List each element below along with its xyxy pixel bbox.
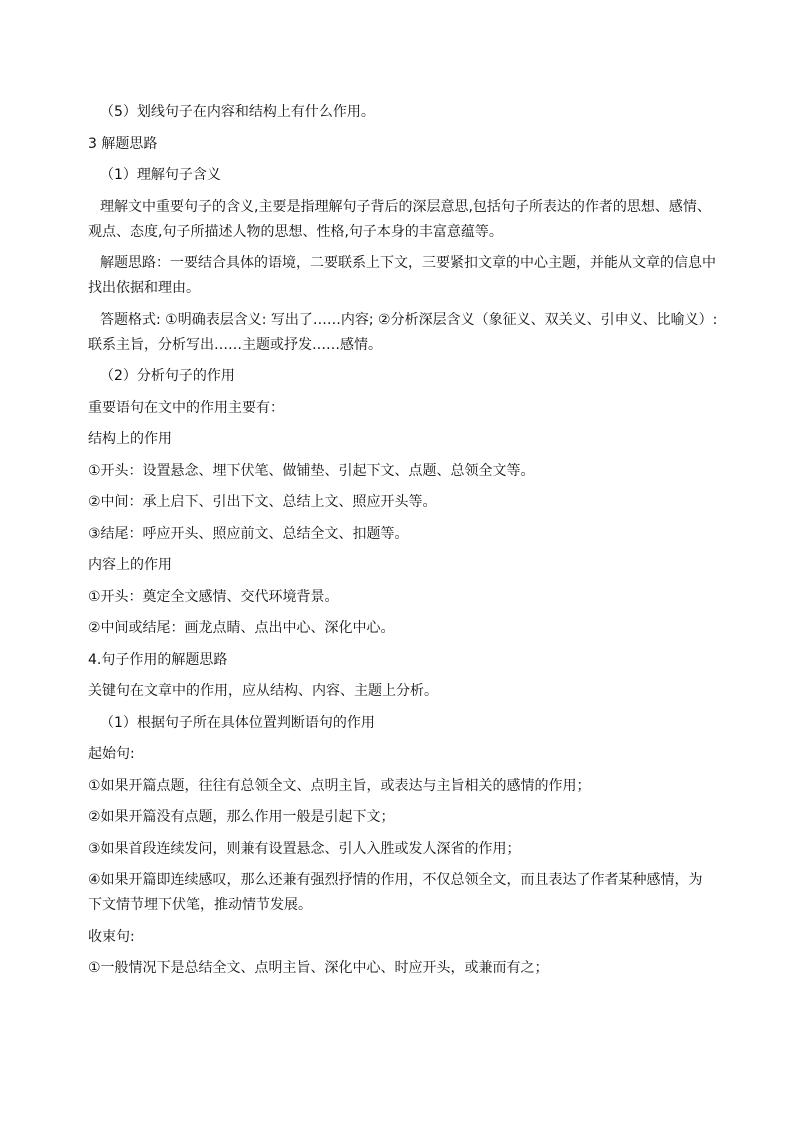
list-item: ①如果开篇点题，往往有总领全文、点明主旨，或表达与主旨相关的感情的作用； — [88, 777, 591, 794]
list-item: ③如果首段连续发问，则兼有设置悬念、引人入胜或发人深省的作用； — [88, 840, 521, 857]
category-heading: 内容上的作用 — [88, 557, 172, 573]
text-line: （5）划线句子在内容和结构上有什么作用。 — [100, 104, 375, 120]
category-heading: 收束句: — [88, 928, 135, 945]
paragraph-line: 解题思路：一要结合具体的语境，二要联系上下文，三要紧扣文章的中心主题，并能从文章的信息中 — [100, 255, 716, 271]
paragraph-line: 答题格式: ①明确表层含义: 写出了……内容; ②分析深层含义（象征义、双关义、引申义、比喻义）: — [100, 311, 718, 328]
list-item: ②中间或结尾：画龙点睛、点出中心、深化中心。 — [88, 620, 395, 636]
paragraph-line: 观点、态度,句子所描述人物的思想、性格,句子本身的丰富意蕴等。 — [88, 223, 503, 240]
paragraph-line: 关键句在文章中的作用，应从结构、内容、主题上分析。 — [88, 683, 438, 699]
list-item: ①开头：设置悬念、埋下伏笔、做铺垫、引起下文、点题、总领全文等。 — [88, 462, 535, 479]
subsection-heading: （1）根据句子所在具体位置判断语句的作用 — [100, 714, 375, 731]
paragraph-line: 重要语句在文中的作用主要有： — [88, 399, 284, 416]
category-heading: 结构上的作用 — [88, 431, 172, 447]
subsection-heading: （1）理解句子含义 — [100, 167, 221, 183]
list-item: ④如果开篇即连续感叹，那么还兼有强烈抒情的作用，不仅总领全文，而且表达了作者某种感情，为 — [88, 872, 703, 888]
paragraph-line: 找出依据和理由。 — [88, 280, 200, 296]
document-body — [88, 98, 748, 986]
paragraph-line: 联系主旨，分析写出……主题或抒发……感情。 — [88, 336, 382, 353]
paragraph-line: 理解文中重要句子的含义,主要是指理解句子背后的深层意思,包括句子所表达的作者的思想、感情、 — [100, 198, 711, 215]
list-item: ③结尾：呼应开头、照应前文、总结全文、扣题等。 — [88, 525, 409, 542]
list-item: ①一般情况下是总结全文、点明主旨、深化中心、时应开头，或兼而有之； — [88, 960, 549, 976]
list-item: ①开头：奠定全文感情、交代环境背景。 — [88, 588, 339, 605]
section-heading: 3 解题思路 — [88, 135, 158, 152]
list-item: ②如果开篇没有点题，那么作用一般是引起下文； — [88, 809, 395, 825]
category-heading: 起始句: — [88, 746, 135, 762]
subsection-heading: （2）分析句子的作用 — [100, 368, 235, 384]
list-item-continuation: 下文情节埋下伏笔，推动情节发展。 — [88, 897, 312, 913]
section-heading: 4.句子作用的解题思路 — [88, 651, 228, 668]
list-item: ②中间：承上启下、引出下文、总结上文、照应开头等。 — [88, 494, 437, 510]
